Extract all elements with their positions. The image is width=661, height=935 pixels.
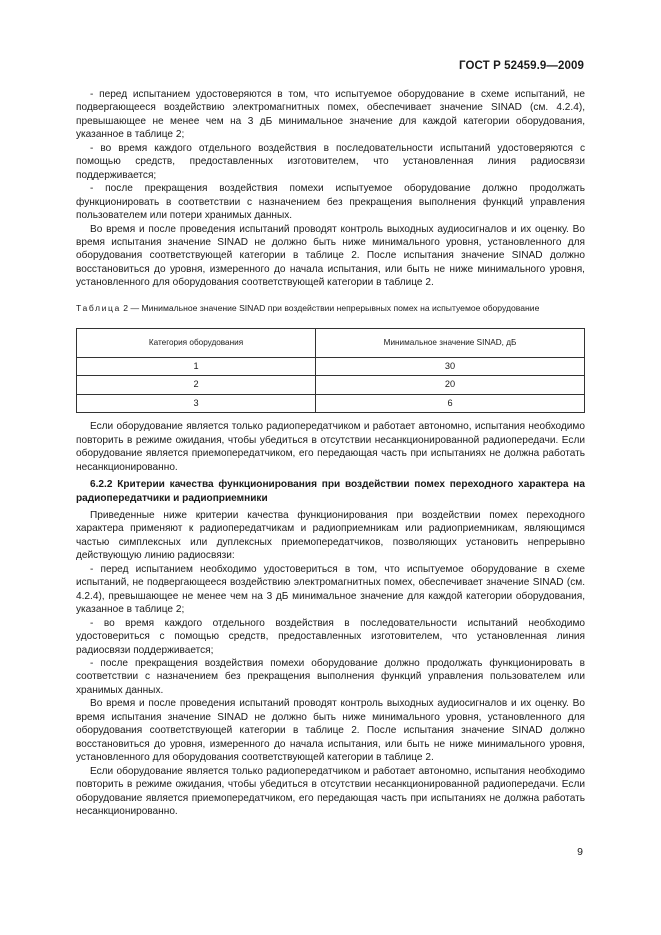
section-paragraph-1: Приведенные ниже критерии качества функционирования при воздействии помех переходного характера применяют к радиопередатчикам и радиоприемникам или радиоприемникам, являющимся частью симплексных или дуплексных приемопередатчиков, позволяющих установить непрерывно действующую линию радиосвязи: — [76, 510, 585, 562]
category-cell: 1 — [77, 357, 316, 376]
section-paragraph-6: Если оборудование является только радиопередатчиком и работает автономно, испытания необходимо повторить в режиме ожидания, чтобы убедиться в отсутствии несанкционированной радиопередачи. Если оборудование является приемопередатчиком, его передающая часть при испытаниях не должна работать несанкционированно. — [76, 765, 585, 817]
table-header-row — [77, 328, 585, 357]
sinad-table — [76, 328, 585, 414]
table-row — [77, 376, 585, 395]
section-paragraph-3: - во время каждого отдельного воздействия в последовательности испытаний необходимо удостовериться с помощью средств, предоставленных изготовителем, что установленная линия радиосвязи поддерживается; — [76, 617, 585, 656]
category-cell: 3 — [77, 394, 316, 413]
section-paragraph-5: Во время и после проведения испытаний проводят контроль выходных аудиосигналов и их оценку. Во время испытания значение SINAD не должно быть ниже минимального уровня, установленного для оборудования соответствующей категории в таблице 2. После испытания значение SINAD должно восстановиться до уровня, измеренного до начала испытания, или быть не ниже минимального уровня, установленного для оборудования соответствующей категории в таблице 2. — [76, 698, 585, 764]
paragraph-top-1: - перед испытанием удостоверяются в том, что испытуемое оборудование в схеме испытаний, не подвергающееся воздействию электромагнитных помех, обеспечивает значение SINAD (см. 4.2.4), превышающее не менее чем на 3 дБ минимальное значение для каждой категории оборудования, указанное в таблице 2; — [76, 89, 585, 141]
table-row — [77, 394, 585, 413]
table-caption — [76, 302, 585, 314]
table-caption-text: 2 — Минимальное значение SINAD при воздействии непрерывных помех на испытуемое оборудование — [120, 302, 540, 313]
page-number: 9 — [577, 846, 583, 858]
section-paragraph-2: - перед испытанием необходимо удостовериться в том, что испытуемое оборудование в схеме испытаний, не подвергающееся воздействию электромагнитных помех, обеспечивает значение SINAD (см. 4.2.4), превышающее не менее чем на 3 дБ минимальное значение для каждой категории оборудования, указанное в таблице 2; — [76, 563, 585, 616]
paragraph-after-table: Если оборудование является только радиопередатчиком и работает автономно, испытания необходимо повторить в режиме ожидания, чтобы убедиться в отсутствии несанкционированной радиопередачи. Если оборудование является приемопередатчиком, его передающая часть при испытаниях не должна работать несанкционированно. — [76, 421, 585, 473]
table-row — [77, 357, 585, 376]
sinad-value-cell: 6 — [316, 394, 585, 413]
sinad-value-cell: 30 — [316, 357, 585, 376]
table-caption-label: Таблица — [76, 302, 121, 313]
paragraph-top-4: Во время и после проведения испытаний проводят контроль выходных аудиосигналов и их оценку. Во время испытания значение SINAD не должно быть ниже минимального уровня, установленного для оборудования соответствующей категории в таблице 2. После испытания значение SINAD должно восстановиться до уровня, измеренного до начала испытания, или быть не ниже минимального уровня, установленного для оборудования соответствующей категории в таблице 2. — [76, 223, 585, 289]
document-body — [76, 88, 585, 818]
category-cell: 2 — [77, 376, 316, 395]
document-code-header: ГОСТ Р 52459.9—2009 — [459, 60, 584, 72]
paragraph-top-2: - во время каждого отдельного воздействия в последовательности испытаний удостоверяются с помощью средств, предоставленных изготовителем, что установленная линия радиосвязи поддерживается; — [76, 142, 585, 181]
header-min-sinad: Минимальное значение SINAD, дБ — [316, 328, 585, 357]
section-paragraph-4: - после прекращения воздействия помехи оборудование должно продолжать функционировать в соответствии с назначением без прекращения выполнения функций управления пользователем или хранимых данных. — [76, 658, 585, 696]
paragraph-top-3: - после прекращения воздействия помехи испытуемое оборудование должно продолжать функционировать в соответствии с назначением без прекращения выполнения функций управления пользователем или потери хранимых данных. — [76, 183, 585, 222]
header-equipment-category: Категория оборудования — [77, 328, 316, 357]
sinad-value-cell: 20 — [316, 376, 585, 395]
section-heading: 6.2.2 Критерии качества функционирования при воздействии помех переходного характера на радиопередатчики и радиоприемники — [76, 479, 585, 504]
